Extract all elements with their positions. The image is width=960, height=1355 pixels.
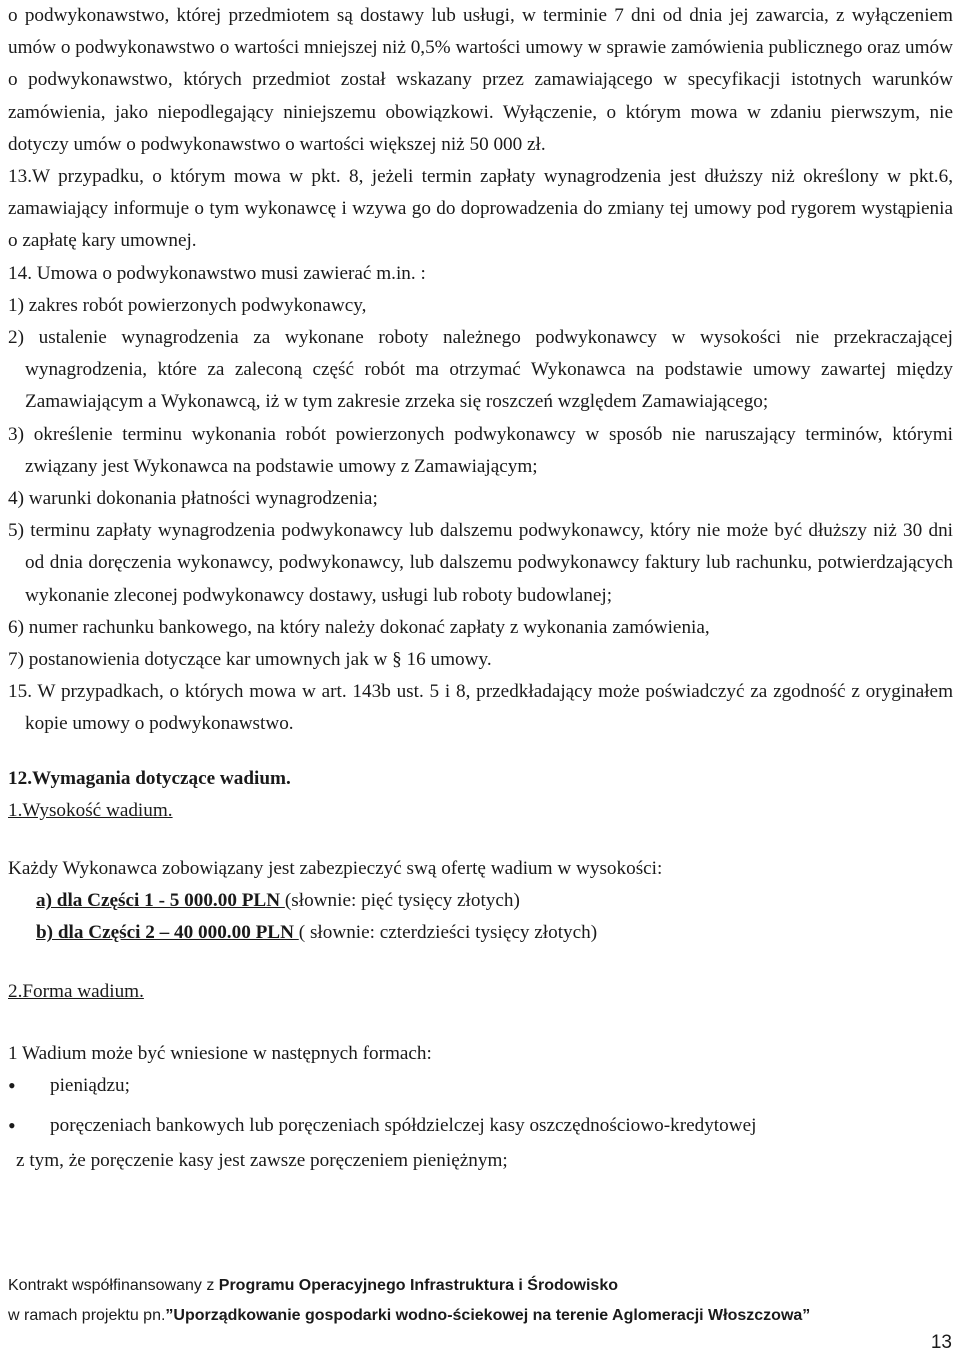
amount-part-1 bbox=[8, 885, 953, 917]
list-item-1: 1) zakres robót powierzonych podwykonawcy, bbox=[8, 294, 367, 316]
footer-line-2-text: w ramach projektu pn. bbox=[8, 1307, 166, 1324]
footer-line-2-project: ”Uporządkowanie gospodarki wodno-ściekowej na terenie Aglomeracji Włoszczowa” bbox=[165, 1307, 811, 1324]
amount-part-1-label: a) dla Części 1 - 5 000.00 PLN bbox=[36, 890, 285, 912]
amount-part-2-label: b) dla Części 2 – 40 000.00 PLN bbox=[36, 922, 299, 944]
footer-line-1-text: Kontrakt współfinansowany z bbox=[8, 1277, 219, 1294]
list-item-5: 5) terminu zapłaty wynagrodzenia podwykonawcy lub dalszemu podwykonawcy, który nie może być dłuższy niż 30 dni od dnia doręczenia wykonawcy, podwykonawcy, lub dalszemu podwykonawcy faktury lub rachunku, potwierdzających wykonanie zleconej podwykonawcy dostawy, usługi lub roboty budowlanej; bbox=[8, 520, 953, 606]
paragraph-14: 14. Umowa o podwykonawstwo musi zawierać m.in. : bbox=[8, 262, 426, 284]
list-item-7: 7) postanowienia dotyczące kar umownych jak w § 16 umowy. bbox=[8, 649, 492, 671]
paragraph-13: 13.W przypadku, o którym mowa w pkt. 8, jeżeli termin zapłaty wynagrodzenia jest dłuższy niż określony w pkt.6, zamawiający informuje o tym wykonawcę i wzywa go do doprowadzenia do zmiany tej umowy pod rygorem wystąpienia o zapłatę kary umownej. bbox=[8, 166, 953, 252]
bullet-icon bbox=[8, 1110, 50, 1144]
list-item-6: 6) numer rachunku bankowego, na który należy dokonać zapłaty z wykonania zamówienia, bbox=[8, 616, 710, 638]
bullet-item-guarantees bbox=[8, 1110, 953, 1144]
wadium-intro: Każdy Wykonawca zobowiązany jest zabezpieczyć swą ofertę wadium w wysokości: bbox=[8, 858, 663, 880]
paragraph-15: 15. W przypadkach, o których mowa w art. 143b ust. 5 i 8, przedkładający może poświadczyć za zgodność z oryginałem kopie umowy o podwykonawstwo. bbox=[8, 681, 953, 735]
footer-line-1 bbox=[8, 1271, 953, 1301]
list-item-3: 3) określenie terminu wykonania robót powierzonych podwykonawcy w sposób nie naruszający terminów, którymi związany jest Wykonawca na podstawie umowy z Zamawiającym; bbox=[8, 423, 953, 477]
paragraph-subcontracting-submission: o podwykonawstwo, której przedmiotem są dostawy lub usługi, w terminie 7 dni od dnia jej zawarcia, z wyłączeniem umów o podwykonawstwo o wartości mniejszej niż 0,5% wartości umowy w sprawie zamówienia publicznego oraz umów o podwykonawstwo, których przedmiot został wskazany przez zamawiającego w specyfikacji istotnych warunków zamówienia, jako niepodlegający niniejszemu obowiązkowi. Wyłączenie, o którym mowa w zdaniu pierwszym, nie dotyczy umów o podwykonawstwo o wartości większej niż 50 000 zł. bbox=[8, 5, 953, 155]
document-page bbox=[8, 0, 953, 1177]
amount-part-2-words: ( słownie: czterdzieści tysięcy złotych) bbox=[298, 922, 598, 944]
page-footer bbox=[8, 1271, 953, 1331]
footer-line-2 bbox=[8, 1301, 953, 1331]
list-item-2: 2) ustalenie wynagrodzenia za wykonane roboty należnego podwykonawcy w wysokości nie przekraczającej wynagrodzenia, które za zaleconą część robót ma otrzymać Wykonawca na podstawie umowy zawartej między Zamawiającym a Wykonawcą, iż w tym zakresie zrzeka się roszczeń względem Zamawiającego; bbox=[8, 327, 953, 413]
bullet-icon bbox=[8, 1070, 50, 1104]
list-item-4: 4) warunki dokonania płatności wynagrodzenia; bbox=[8, 488, 378, 510]
bullet-text: poręczeniach bankowych lub poręczeniach spółdzielczej kasy oszczędnościowo-kredytowej bbox=[50, 1115, 757, 1137]
bullet-item-guarantees-continued: z tym, że poręczenie kasy jest zawsze poręczeniem pieniężnym; bbox=[16, 1149, 508, 1171]
wadium-forms-intro: 1 Wadium może być wniesione w następnych formach: bbox=[8, 1042, 432, 1064]
footer-line-1-program: Programu Operacyjnego Infrastruktura i Środowisko bbox=[218, 1277, 618, 1294]
bullet-text: pieniądzu; bbox=[50, 1075, 130, 1097]
subheading-forma-wadium: 2.Forma wadium. bbox=[8, 980, 144, 1002]
subheading-wysokosc-wadium: 1.Wysokość wadium. bbox=[8, 799, 173, 821]
amount-part-2 bbox=[8, 917, 953, 949]
page-number: 13 bbox=[930, 1332, 952, 1353]
section-heading-wadium: 12.Wymagania dotyczące wadium. bbox=[8, 767, 291, 789]
bullet-item-cash bbox=[8, 1070, 953, 1104]
amount-part-1-words: (słownie: pięć tysięcy złotych) bbox=[284, 890, 520, 912]
